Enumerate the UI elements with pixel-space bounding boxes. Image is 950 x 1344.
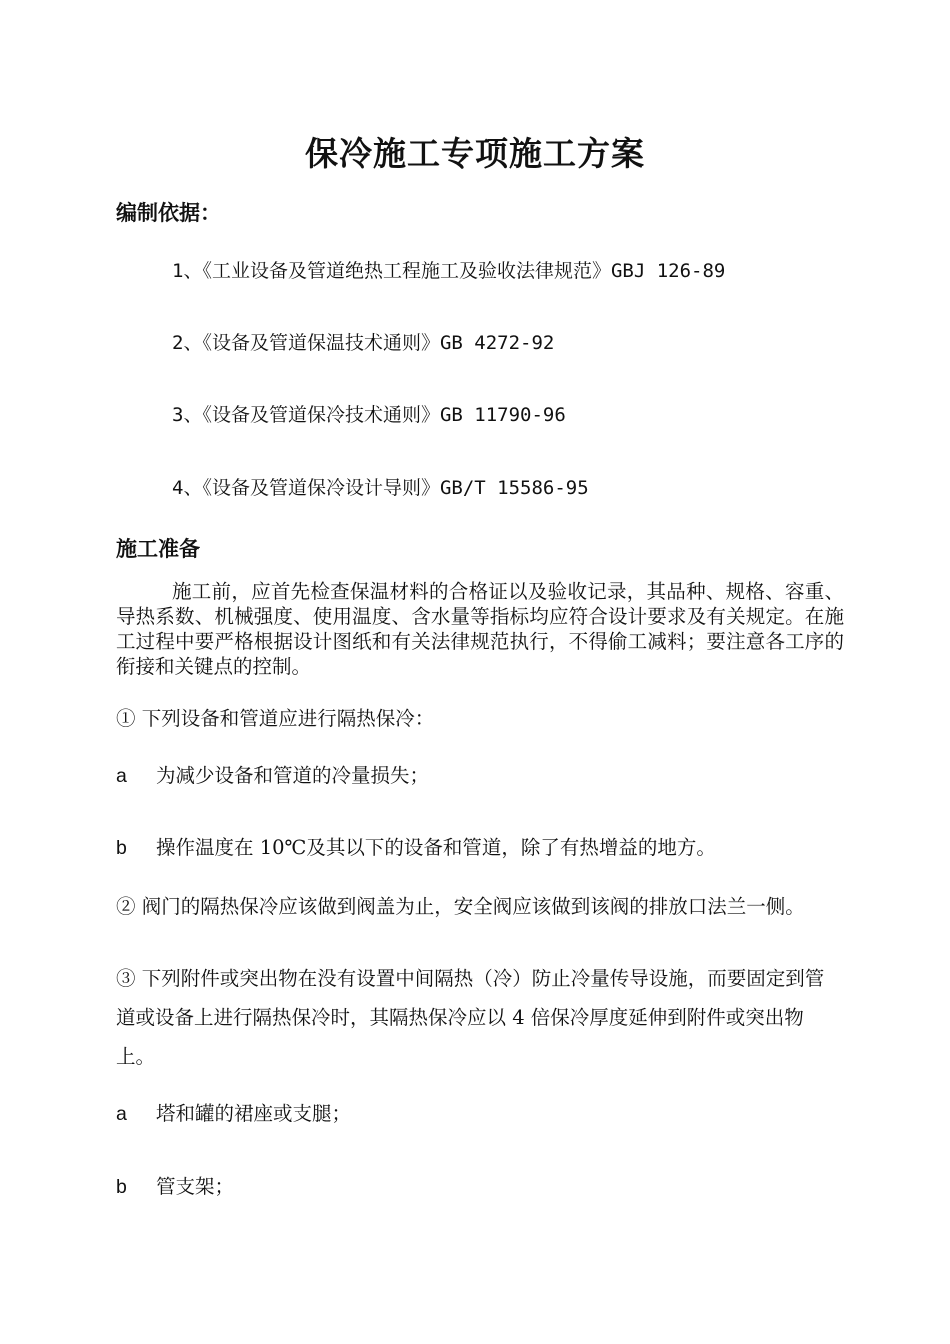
reference-item: 3、《设备及管道保冷技术通则》GB 11790-96 [172, 404, 566, 426]
subitem-marker: a [116, 1103, 127, 1125]
reference-item: 1、《工业设备及管道绝热工程施工及验收法律规范》GBJ 126-89 [172, 260, 726, 282]
list-item-1: ① 下列设备和管道应进行隔热保冷： [116, 707, 435, 730]
list-item-3: ③ 下列附件或突出物在没有设置中间隔热（冷）防止冷量传导设施，而要固定到管道或设备上进行隔热保冷时，其隔热保冷应以 4 倍保冷厚度延伸到附件或突出物上。 [116, 967, 825, 1068]
list-subitem-a [116, 1098, 351, 1126]
reference-item: 2、《设备及管道保温技术通则》GB 4272-92 [172, 332, 555, 354]
subitem-text: 管支架； [156, 1175, 235, 1198]
list-item-2: ② 阀门的隔热保冷应该做到阀盖为止，安全阀应该做到该阀的排放口法兰一侧。 [116, 895, 805, 918]
document-title: 保冷施工专项施工方案 [305, 134, 645, 173]
section-heading-basis: 编制依据： [116, 200, 221, 225]
list-subitem-b [116, 1171, 234, 1199]
preparation-paragraph: 施工前，应首先检查保温材料的合格证以及验收记录，其品种、规格、容重、导热系数、机械强度、使用温度、含水量等指标均应符合设计要求及有关规定。在施工过程中要严格根据设计图纸和有关法律规范执行，不得偷工减料；要注意各工序的衔接和关键点的控制。 [116, 580, 844, 678]
reference-item: 4、《设备及管道保冷设计导则》GB/T 15586-95 [172, 477, 589, 499]
subitem-text: 为减少设备和管道的冷量损失； [156, 764, 430, 787]
list-subitem-b [116, 832, 716, 860]
subitem-marker: b [116, 1176, 127, 1198]
section-heading-preparation: 施工准备 [116, 536, 200, 561]
subitem-text: 操作温度在 10℃及其以下的设备和管道，除了有热增益的地方。 [156, 836, 716, 859]
subitem-marker: a [116, 765, 127, 787]
list-subitem-a [116, 760, 429, 788]
subitem-marker: b [116, 837, 127, 859]
subitem-text: 塔和罐的裙座或支腿； [156, 1102, 352, 1125]
